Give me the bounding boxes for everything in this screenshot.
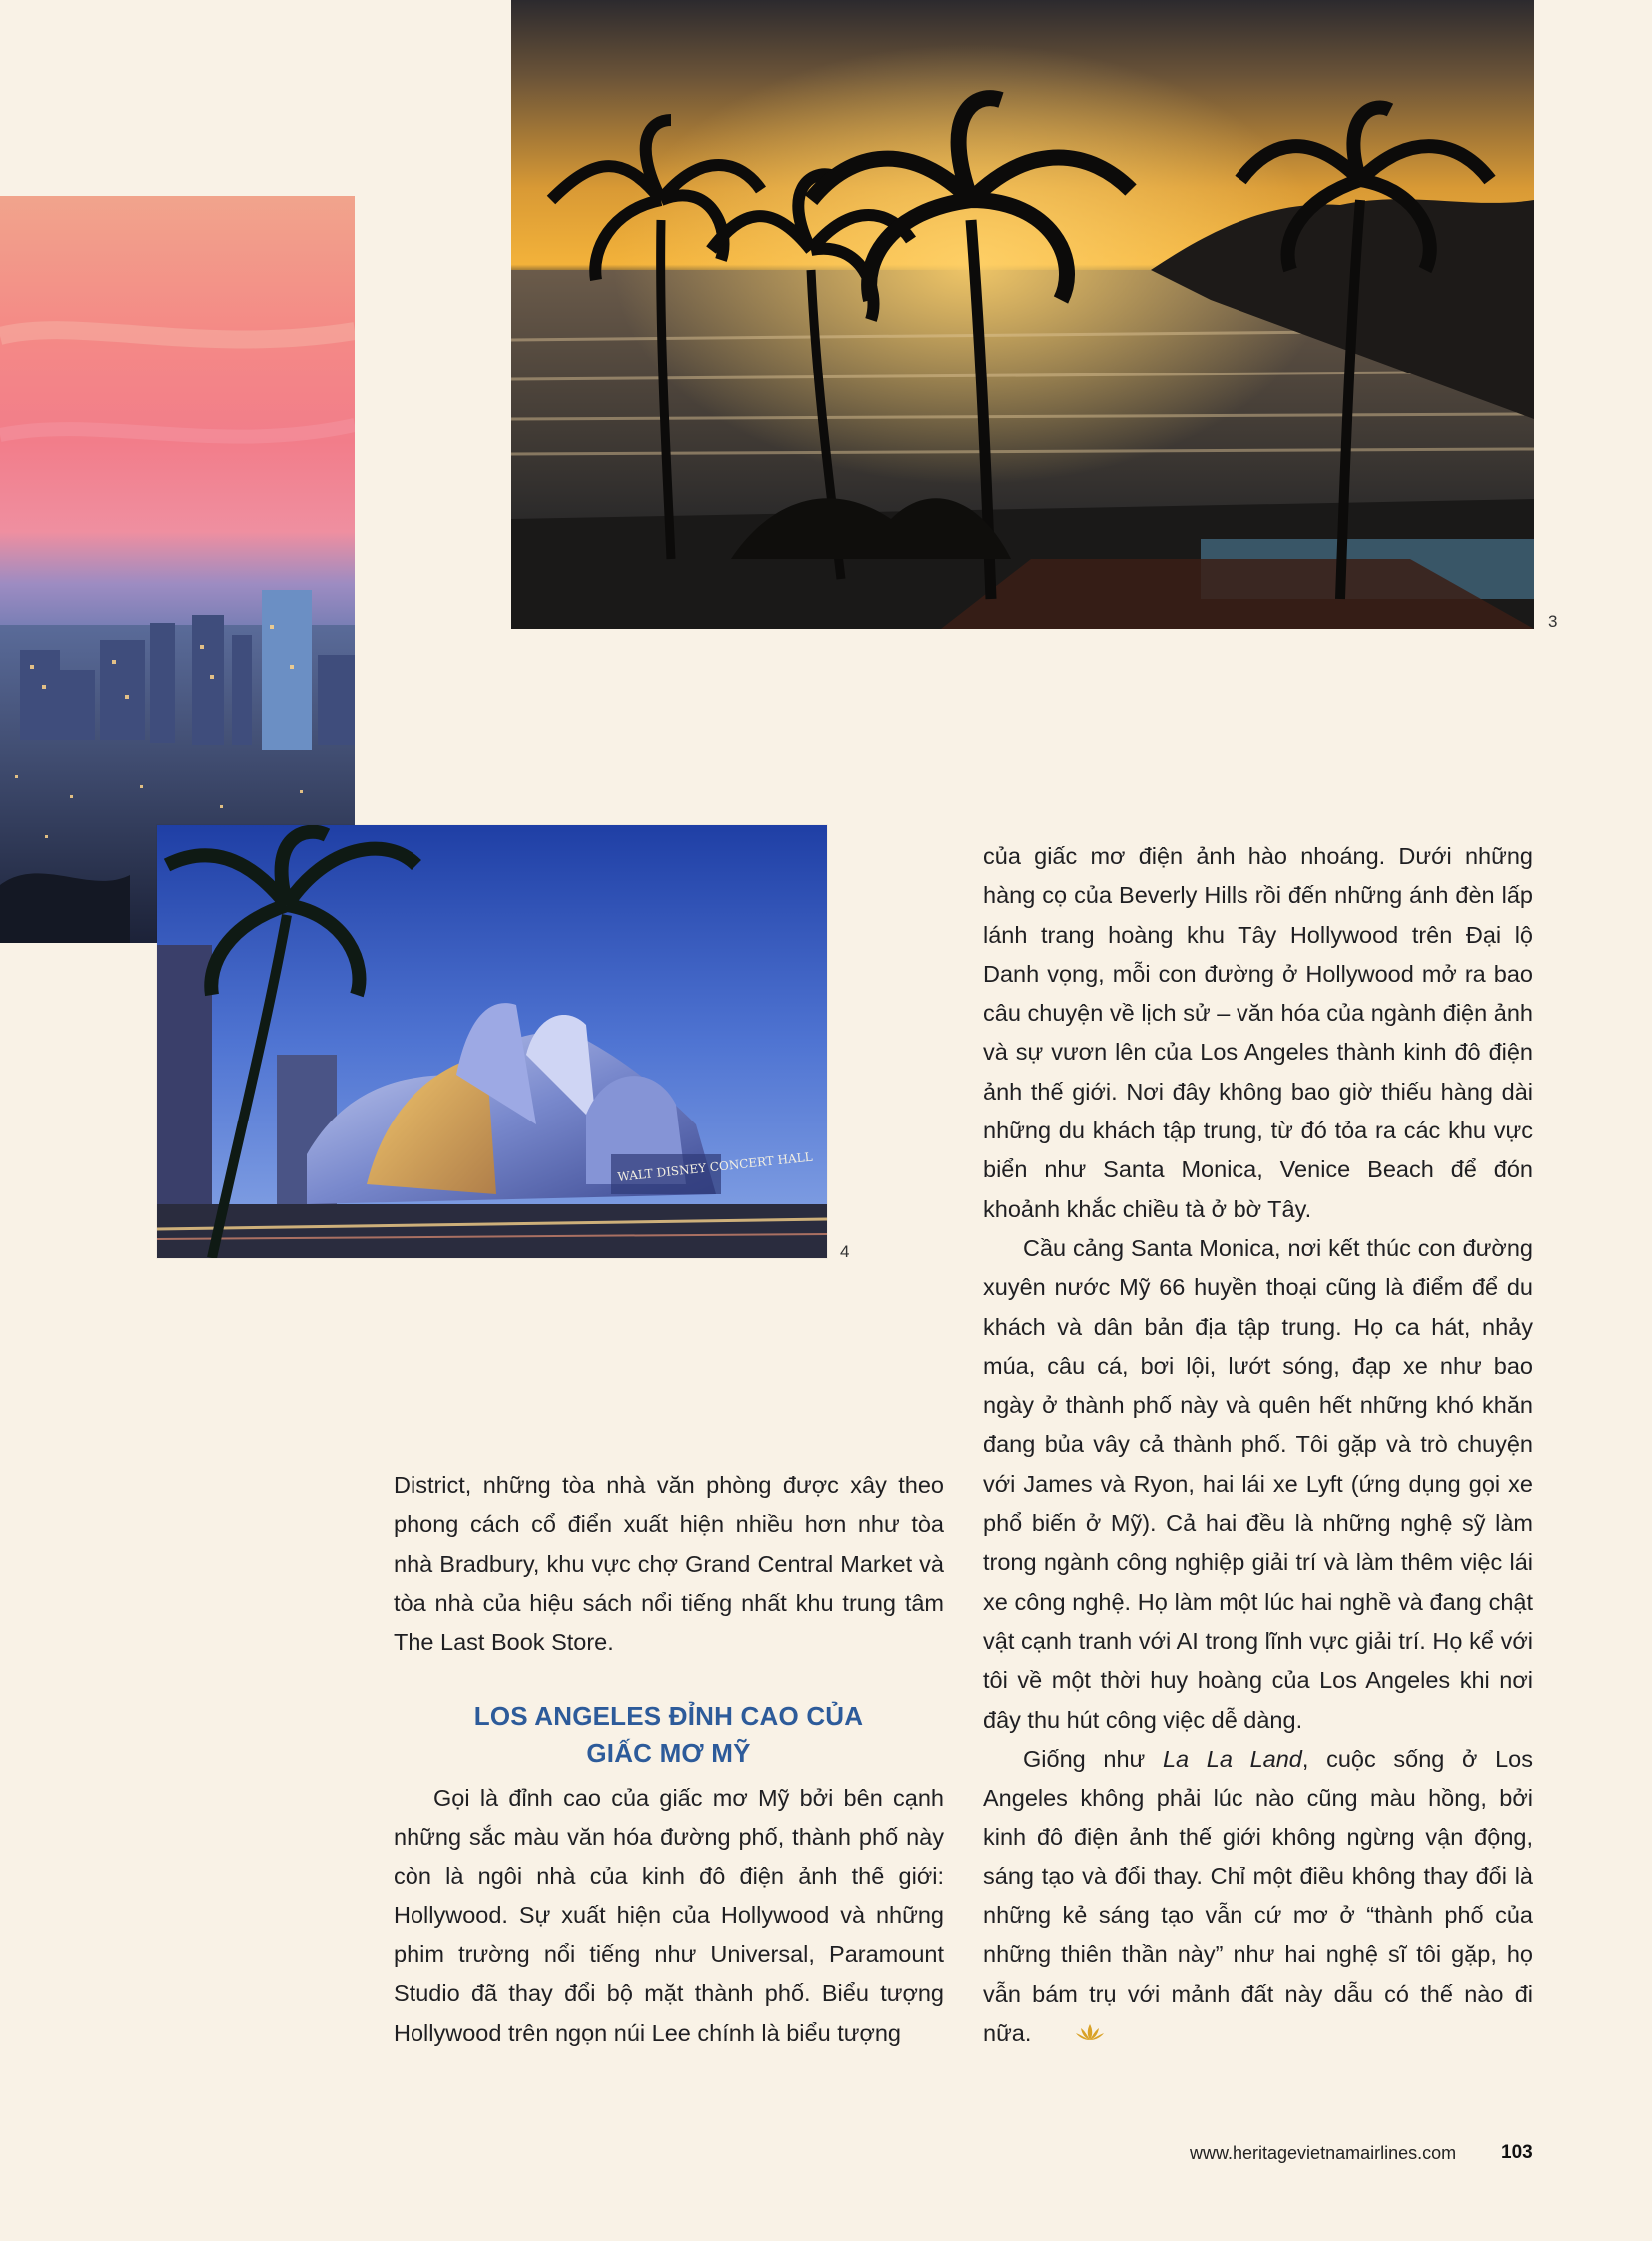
section-heading <box>394 1698 944 1772</box>
paragraph <box>983 1740 1533 2055</box>
concert-hall-photo <box>157 825 827 1258</box>
photo-caption-number: 3 <box>1548 612 1558 631</box>
paragraph-text: Giống như <box>1023 1745 1163 1772</box>
paragraph: của giấc mơ điện ảnh hào nhoáng. Dưới những hàng cọ của Beverly Hills rồi đến những ánh đèn lấp lánh trang hoàng khu Tây Hollywood trên Đại lộ Danh vọng, mỗi con đường ở Hollywood mở ra bao câu chuyện về lịch sử – văn hóa của ngành điện ảnh và sự vươn lên của Los Angeles thành kinh đô điện ảnh thế giới. Nơi đây không bao giờ thiếu hàng dài những du khách tập trung, từ đó tỏa ra các khu vực biển như Santa Monica, Venice Beach để đón khoảnh khắc chiều tà ở bờ Tây. <box>983 843 1533 1222</box>
section-heading-line: LOS ANGELES ĐỈNH CAO CỦA <box>473 1701 864 1731</box>
film-title: La La Land <box>1162 1745 1302 1772</box>
paragraph-text: , cuộc sống ở Los Angeles không phải lúc nào cũng màu hồng, bởi kinh đô điện ảnh thế giới không ngừng vận động, sáng tạo và đổi thay. Chỉ một điều không thay đổi là những kẻ sáng tạo vẫn cứ mơ ở “thành phố của những thiên thần này” như hai nghệ sĩ tôi gặp, họ vẫn bám trụ với mảnh đất này dẫu có thế nào đi nữa. <box>983 1745 1533 2046</box>
page-number: 103 <box>1501 2142 1533 2163</box>
article-column-left-top <box>394 1466 944 1662</box>
lotus-icon <box>1035 2015 1105 2054</box>
paragraph: Gọi là đỉnh cao của giấc mơ Mỹ bởi bên cạnh những sắc màu văn hóa đường phố, thành phố này còn là ngôi nhà của kinh đô điện ảnh thế giới: Hollywood. Sự xuất hiện của Hollywood và những phim trường nổi tiếng như Universal, Paramount Studio đã thay đổi bộ mặt thành phố. Biểu tượng Hollywood trên ngọn núi Lee chính là biểu tượng <box>394 1785 944 2046</box>
article-column-right <box>983 837 1533 2054</box>
concert-hall-sign: WALT DISNEY CONCERT HALL <box>616 1149 814 1184</box>
footer-website-url: www.heritagevietnamairlines.com <box>1190 2143 1457 2163</box>
photo-caption-number: 4 <box>840 1242 850 1261</box>
paragraph: District, những tòa nhà văn phòng được xây theo phong cách cổ điển xuất hiện nhiều hơn như tòa nhà Bradbury, khu vực chợ Grand Central Market và tòa nhà của hiệu sách nổi tiếng nhất khu trung tâm The Last Book Store. <box>394 1472 944 1656</box>
sunset-palms-photo <box>511 0 1534 629</box>
paragraph: Cầu cảng Santa Monica, nơi kết thúc con đường xuyên nước Mỹ 66 huyền thoại cũng là điểm để du khách và dân bản địa tập trung. Họ ca hát, nhảy múa, câu cá, bơi lội, lướt sóng, đạp xe như bao ngày ở thành phố này và quên hết những khó khăn đang bủa vây cả thành phố. Tôi gặp và trò chuyện với James và Ryon, hai lái xe Lyft (ứng dụng gọi xe phổ biến ở Mỹ). Cả hai đều là những nghệ sỹ làm trong ngành công nghiệp giải trí và làm thêm việc lái xe công nghệ. Họ làm một lúc hai nghề và đang chật vật cạnh tranh với AI trong lĩnh vực giải trí. Họ kể với tôi về một thời huy hoàng của Los Angeles khi nơi đây thu hút công việc dễ dàng. <box>983 1234 1533 1733</box>
section-heading-line: GIẤC MƠ MỸ <box>586 1738 751 1768</box>
article-column-left-bottom <box>394 1779 944 2053</box>
